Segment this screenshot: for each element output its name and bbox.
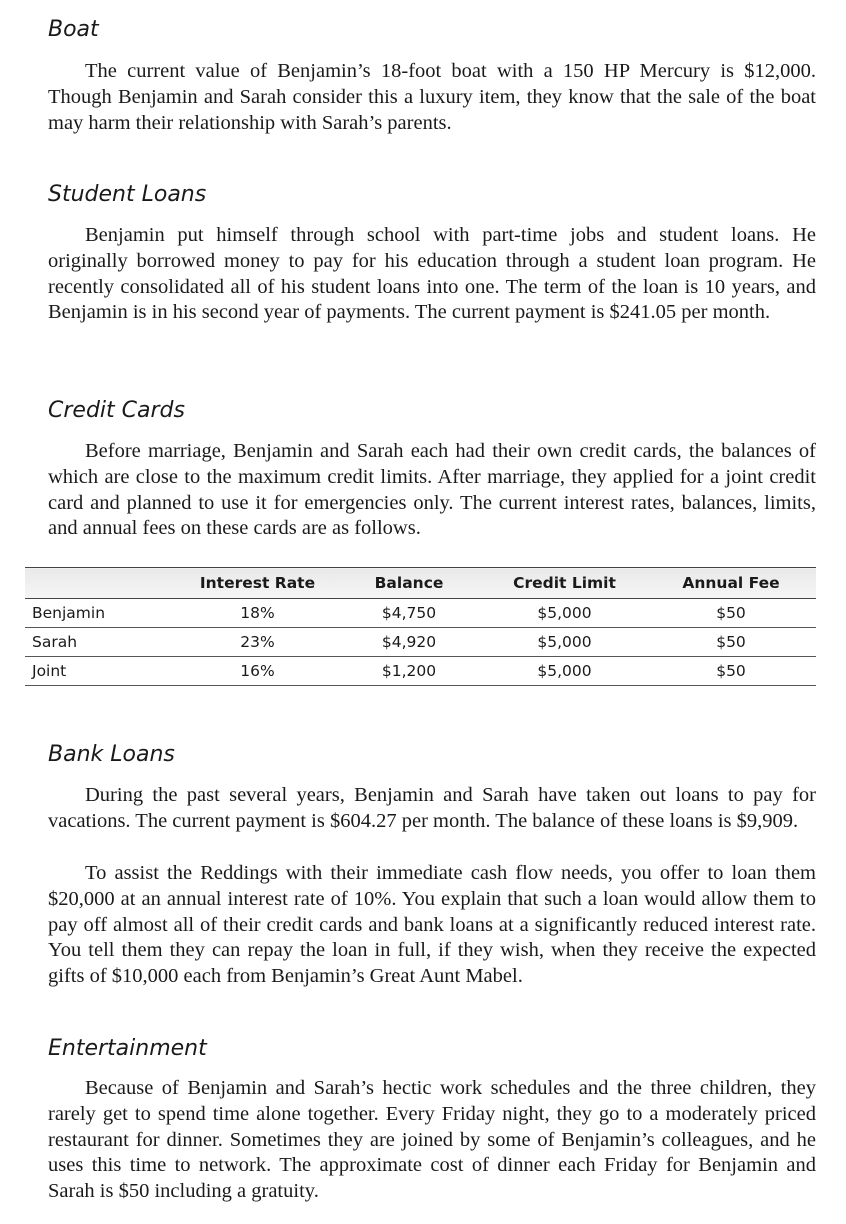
column-header-credit-limit: Credit Limit [483,568,646,599]
boat-paragraph: The current value of Benjamin’s 18-foot boat with a 150 HP Mercury is $12,000. Though Benjamin and Sarah consider this a luxury item, they know that the sale of the boat may harm their relationship with Sarah’s parents. [48,60,816,134]
credit-cards-table [25,567,816,686]
column-header [25,568,180,599]
annual-fee-cell: $50 [646,657,816,686]
balance-cell: $1,200 [335,657,483,686]
entertainment-heading: Entertainment [48,1036,207,1061]
interest-rate-cell: 23% [180,628,335,657]
bank-loans-heading: Bank Loans [48,742,175,767]
annual-fee-cell: $50 [646,628,816,657]
credit-limit-cell: $5,000 [483,599,646,628]
interest-rate-cell: 18% [180,599,335,628]
cardholder-cell: Benjamin [25,599,180,628]
cardholder-cell: Sarah [25,628,180,657]
credit-limit-cell: $5,000 [483,657,646,686]
balance-cell: $4,920 [335,628,483,657]
balance-cell: $4,750 [335,599,483,628]
student-loans-paragraph: Benjamin put himself through school with part-time jobs and student loans. He originally borrowed money to pay for his education through a student loan program. He recently consolidated all of his student loans into one. The term of the loan is 10 years, and Benjamin is in his second year of payments. The current payment is $241.05 per month. [48,224,816,324]
column-header-annual-fee: Annual Fee [646,568,816,599]
bank-loans-paragraph-2: To assist the Reddings with their immediate cash flow needs, you offer to loan them $20,000 at an annual interest rate of 10%. You explain that such a loan would allow them to pay off almost all of their credit cards and bank loans at a significantly reduced interest rate. You tell them they can repay the loan in full, if they wish, when they receive the expected gifts of $10,000 each from Benjamin’s Great Aunt Mabel. [48,862,816,988]
boat-heading: Boat [48,17,99,42]
student-loans-heading: Student Loans [48,182,207,207]
column-header-balance: Balance [335,568,483,599]
bank-loans-paragraph-1: During the past several years, Benjamin and Sarah have taken out loans to pay for vacations. The current payment is $604.27 per month. The balance of these loans is $9,909. [48,784,816,832]
table-row [25,657,816,686]
table-row [25,628,816,657]
credit-limit-cell: $5,000 [483,628,646,657]
table-header-row [25,568,816,599]
table-row [25,599,816,628]
entertainment-paragraph: Because of Benjamin and Sarah’s hectic work schedules and the three children, they rarely get to spend time alone together. Every Friday night, they go to a moderately priced restaurant for dinner. Sometimes they are joined by some of Benjamin’s colleagues, and he uses this time to network. The approximate cost of dinner each Friday for Benjamin and Sarah is $50 including a gratuity. [48,1077,816,1203]
annual-fee-cell: $50 [646,599,816,628]
interest-rate-cell: 16% [180,657,335,686]
credit-cards-paragraph: Before marriage, Benjamin and Sarah each had their own credit cards, the balances of which are close to the maximum credit limits. After marriage, they applied for a joint credit card and planned to use it for emergencies only. The current interest rates, balances, limits, and annual fees on these cards are as follows. [48,440,816,540]
cardholder-cell: Joint [25,657,180,686]
column-header-interest-rate: Interest Rate [180,568,335,599]
credit-cards-heading: Credit Cards [48,398,185,423]
